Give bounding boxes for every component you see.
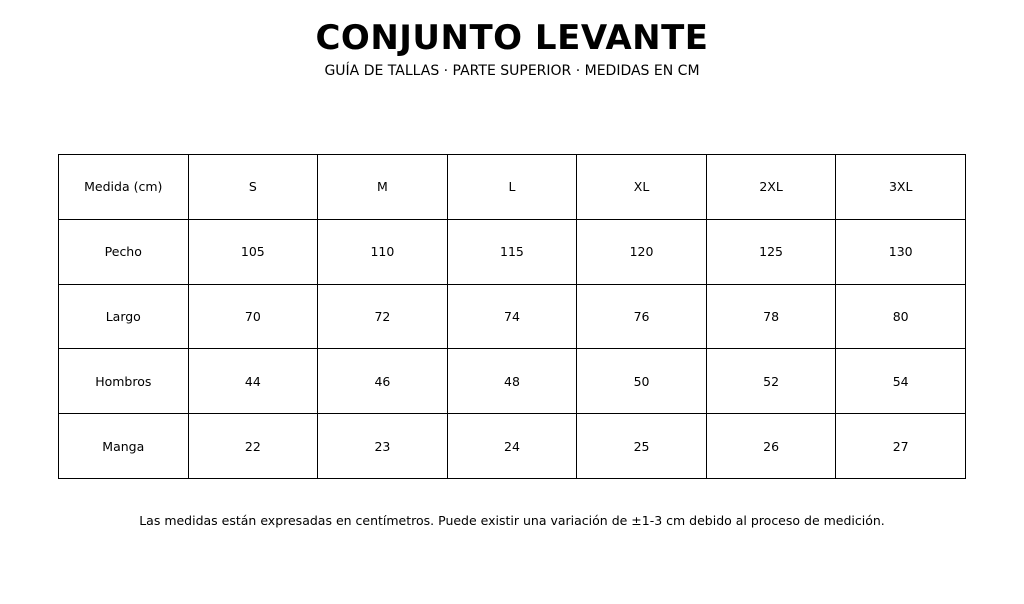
table-cell: 22 xyxy=(188,414,318,479)
header-cell-size: L xyxy=(447,155,577,220)
table-cell: 48 xyxy=(447,349,577,414)
table-cell: 105 xyxy=(188,219,318,284)
table-cell: 70 xyxy=(188,284,318,349)
table-cell: 23 xyxy=(318,414,448,479)
table-cell: 52 xyxy=(706,349,836,414)
header-cell-size: 3XL xyxy=(836,155,966,220)
table-cell: 27 xyxy=(836,414,966,479)
table-cell: 24 xyxy=(447,414,577,479)
table-cell: 125 xyxy=(706,219,836,284)
size-table xyxy=(58,154,966,479)
table-row xyxy=(59,284,966,349)
table-cell: 26 xyxy=(706,414,836,479)
table-row xyxy=(59,414,966,479)
table-cell: 78 xyxy=(706,284,836,349)
page-title: CONJUNTO LEVANTE xyxy=(315,18,709,58)
table-cell: 46 xyxy=(318,349,448,414)
table-cell: 115 xyxy=(447,219,577,284)
page-subtitle: GUÍA DE TALLAS · PARTE SUPERIOR · MEDIDAS EN CM xyxy=(324,63,700,79)
table-cell: 80 xyxy=(836,284,966,349)
header-cell-measure: Medida (cm) xyxy=(59,155,189,220)
row-label-cell: Largo xyxy=(59,284,189,349)
table-cell: 44 xyxy=(188,349,318,414)
table-cell: 76 xyxy=(577,284,707,349)
header-cell-size: M xyxy=(318,155,448,220)
table-cell: 72 xyxy=(318,284,448,349)
table-cell: 130 xyxy=(836,219,966,284)
row-label-cell: Manga xyxy=(59,414,189,479)
table-cell: 110 xyxy=(318,219,448,284)
table-header-row xyxy=(59,155,966,220)
table-cell: 120 xyxy=(577,219,707,284)
table-cell: 54 xyxy=(836,349,966,414)
table-cell: 50 xyxy=(577,349,707,414)
table-cell: 25 xyxy=(577,414,707,479)
table-row xyxy=(59,219,966,284)
footnote-text: Las medidas están expresadas en centímetros. Puede existir una variación de ±1-3 cm debido al proceso de medición. xyxy=(139,513,885,528)
row-label-cell: Pecho xyxy=(59,219,189,284)
row-label-cell: Hombros xyxy=(59,349,189,414)
table-cell: 74 xyxy=(447,284,577,349)
header-cell-size: 2XL xyxy=(706,155,836,220)
header-cell-size: XL xyxy=(577,155,707,220)
table-row xyxy=(59,349,966,414)
header-cell-size: S xyxy=(188,155,318,220)
